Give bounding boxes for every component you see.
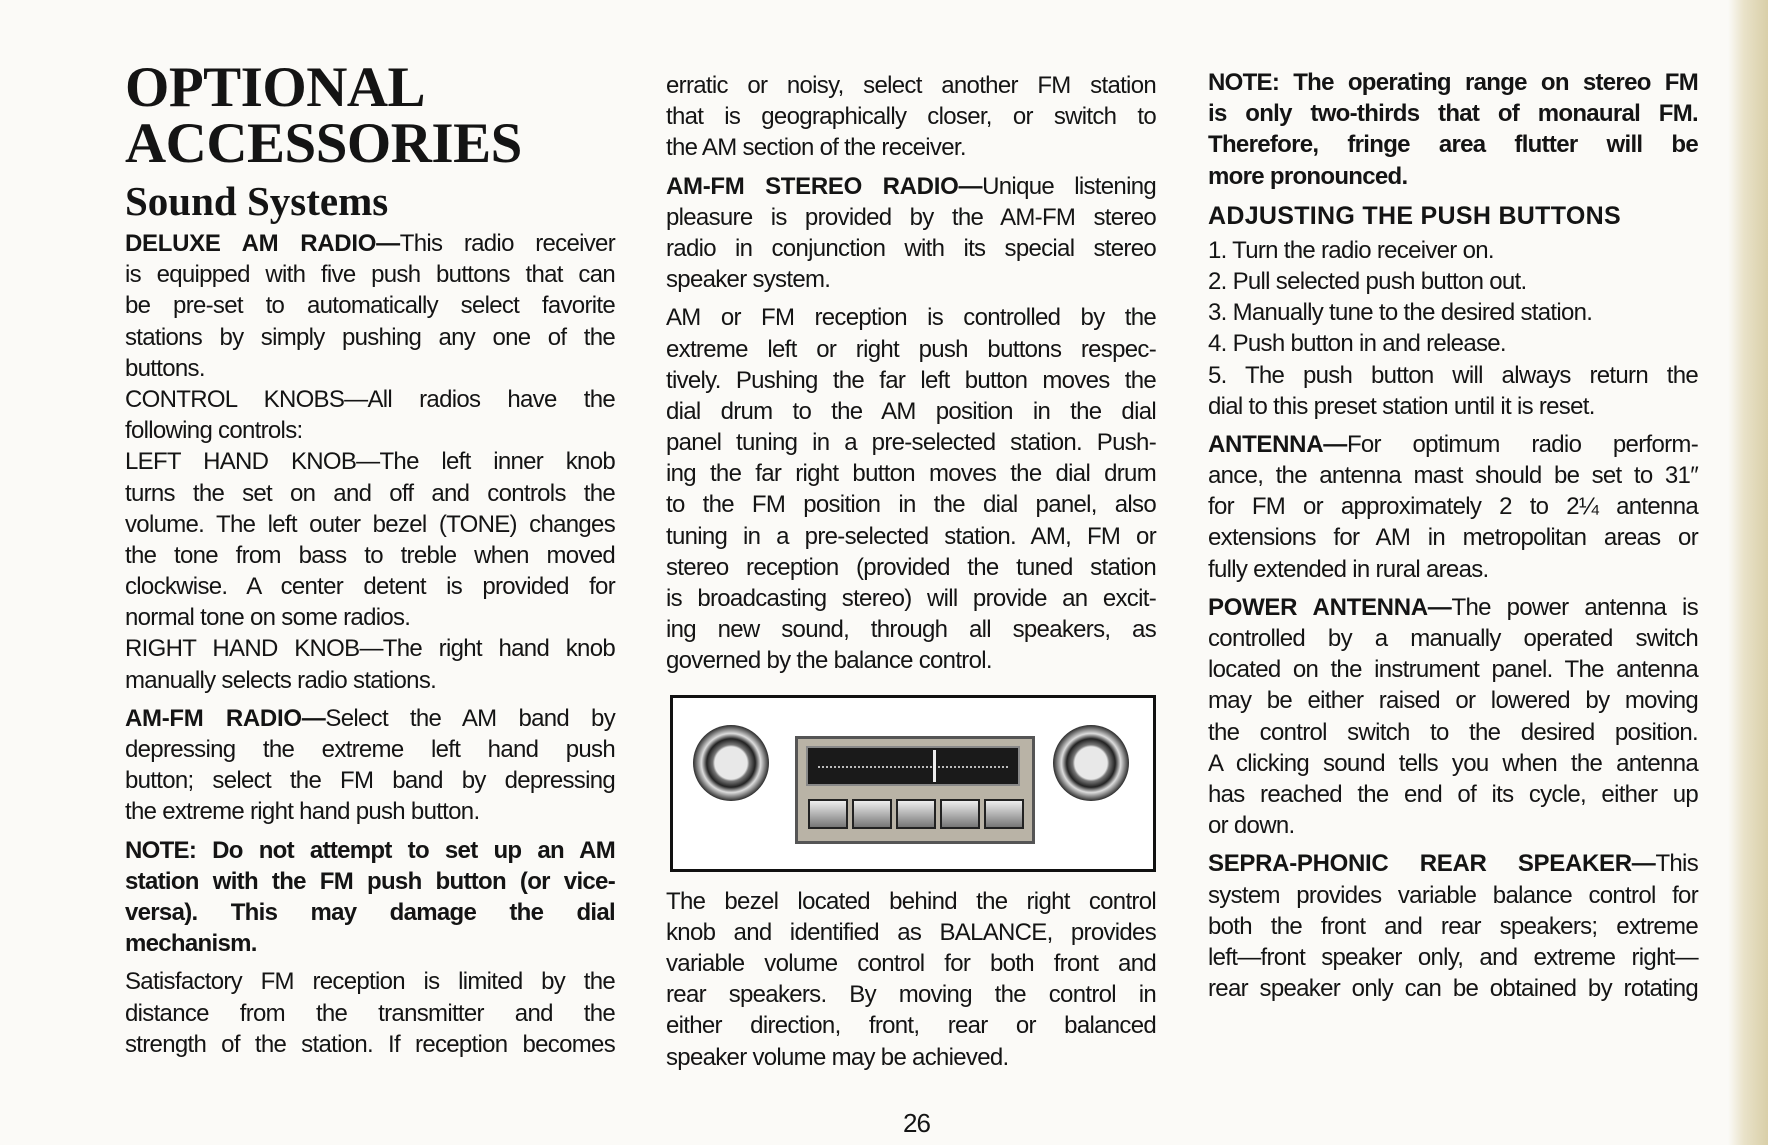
text-line: NOTE: The operating range on stereo FM (1208, 69, 1698, 96)
text-line: stereo reception (provided the tuned station (666, 553, 1156, 581)
text-line: the AM section of the receiver. (666, 134, 966, 162)
dial-window (806, 746, 1020, 786)
text-line: tuning in a pre-selected station. AM, FM or (666, 522, 1156, 550)
text-line: knob and identified as BALANCE, provides (666, 918, 1156, 946)
text-line: rear speaker only can be obtained by rotating (1208, 975, 1698, 1003)
text-line: the tone from bass to treble when moved (125, 541, 615, 569)
text-line: RIGHT HAND KNOB—The right hand knob (125, 635, 615, 663)
text-line: turns the set on and off and controls the (125, 479, 615, 507)
push-button (808, 799, 848, 829)
paragraph (125, 228, 615, 384)
paragraph-lead: AM-FM STEREO RADIO— (666, 172, 983, 200)
paragraph (1208, 360, 1698, 422)
paragraph (125, 633, 615, 695)
text-line: volume. The left outer bezel (TONE) changes (125, 510, 615, 538)
text-line: 1. Turn the radio receiver on. (1208, 236, 1494, 264)
text-line: pleasure is provided by the AM-FM stereo (666, 203, 1156, 231)
paragraph (1208, 266, 1698, 297)
paragraph (125, 703, 615, 828)
text-line: either direction, front, rear or balanced (666, 1012, 1156, 1040)
text-line: is equipped with five push buttons that can (125, 261, 615, 289)
stereo-note (1208, 67, 1698, 192)
text-line: be pre-set to automatically select favorite (125, 292, 615, 320)
text-line: controlled by a manually operated switch (1208, 625, 1698, 652)
paragraph (125, 446, 615, 633)
text-line: system provides variable balance control for (1208, 881, 1698, 909)
text-line: SEPRA-PHONIC REAR SPEAKER—This (1208, 850, 1698, 878)
text-line: speaker system. (666, 266, 831, 294)
paragraph (666, 886, 1156, 1073)
column-2-body-top (666, 70, 1156, 677)
text-line: variable volume control for both front and (666, 949, 1156, 977)
text-line: dial drum to the AM position in the dial (666, 397, 1156, 425)
paragraph-lead: SEPRA-PHONIC REAR SPEAKER— (1208, 850, 1656, 878)
text-line: rear speakers. By moving the control in (666, 981, 1156, 1009)
title-line: ACCESSORIES (125, 112, 522, 175)
page-gutter-shadow (1728, 0, 1768, 1145)
push-buttons-heading: ADJUSTING THE PUSH BUTTONS (1208, 201, 1621, 230)
text-line: depressing the extreme left hand push (125, 736, 615, 763)
text-line: dial to this preset station until it is reset. (1208, 392, 1595, 420)
paragraph (125, 384, 615, 446)
text-line: radio in conjunction with its special stereo (666, 234, 1156, 262)
paragraph-lead: AM-FM RADIO— (125, 704, 326, 732)
push-button (984, 799, 1024, 829)
text-line: left—front speaker only, and extreme right— (1208, 943, 1698, 971)
text-line: ing the far right button moves the dial drum (666, 460, 1156, 488)
text-line: that is geographically closer, or switch to (666, 103, 1156, 131)
text-line: 3. Manually tune to the desired station. (1208, 299, 1593, 327)
balance-knob (1053, 725, 1129, 801)
paragraph (1208, 235, 1698, 266)
paragraph (1208, 592, 1698, 842)
text-line: A clicking sound tells you when the antenna (1208, 749, 1698, 777)
paragraph (666, 171, 1156, 296)
text-line: manually selects radio stations. (125, 666, 437, 694)
push-button (896, 799, 936, 829)
text-line: button; select the FM band by depressing (125, 767, 615, 795)
title-line: OPTIONAL (125, 56, 426, 119)
text-line: 2. Pull selected push button out. (1208, 267, 1527, 295)
text-line: stations by simply pushing any one of the (125, 323, 615, 351)
text-line: more pronounced. (1208, 162, 1408, 190)
paragraph (666, 302, 1156, 676)
text-line: ANTENNA—For optimum radio perform- (1208, 430, 1698, 458)
text-line: POWER ANTENNA—The power antenna is (1208, 593, 1698, 621)
text-line: is only two-thirds that of monaural FM. (1208, 100, 1698, 128)
paragraph-lead: POWER ANTENNA— (1208, 593, 1452, 621)
column-2 (666, 70, 1156, 1080)
page-number: 26 (903, 1108, 930, 1138)
text-line: tively. Pushing the far left button moves the (666, 366, 1156, 394)
column-1-body (125, 228, 615, 1060)
text-line: 5. The push button will always return the (1208, 361, 1698, 389)
radio-dial-panel (795, 736, 1035, 844)
column-3 (1208, 67, 1698, 1011)
text-line: Therefore, fringe area flutter will be (1208, 131, 1698, 159)
text-line: speaker volume may be achieved. (666, 1043, 1009, 1071)
text-line: 4. Push button in and release. (1208, 330, 1506, 358)
text-line: fully extended in rural areas. (1208, 555, 1489, 583)
text-line: mechanism. (125, 930, 257, 958)
text-line: AM or FM reception is controlled by the (666, 304, 1156, 332)
text-line: or down. (1208, 812, 1295, 840)
tone-knob (693, 725, 769, 801)
text-line: The bezel located behind the right control (666, 887, 1156, 915)
text-line: CONTROL KNOBS—All radios have the (125, 385, 615, 413)
text-line: following controls: (125, 417, 303, 445)
text-line: extreme left or right push buttons respec- (666, 335, 1156, 363)
dial-needle (933, 750, 936, 782)
column-3-body (1208, 235, 1698, 1005)
paragraph (1208, 429, 1698, 585)
text-line: erratic or noisy, select another FM station (666, 72, 1156, 99)
text-line: may be either raised or lowered by moving (1208, 687, 1698, 715)
text-line: ing new sound, through all speakers, as (666, 616, 1156, 644)
column-1 (125, 56, 616, 1067)
paragraph (1208, 297, 1698, 328)
paragraph (125, 835, 615, 960)
text-line: Satisfactory FM reception is limited by the (125, 968, 615, 996)
text-line: both the front and rear speakers; extreme (1208, 912, 1698, 940)
text-line: versa). This may damage the dial (125, 898, 615, 926)
push-button (852, 799, 892, 829)
text-line: located on the instrument panel. The antenna (1208, 656, 1698, 684)
text-line: the control switch to the desired position. (1208, 718, 1698, 746)
column-2-body-bottom (666, 886, 1156, 1073)
radio-illustration (670, 695, 1156, 872)
text-line: buttons. (125, 354, 205, 382)
text-line: is broadcasting stereo) will provide an excit- (666, 585, 1156, 612)
text-line: strength of the station. If reception becomes (125, 1030, 615, 1058)
text-line: AM-FM STEREO RADIO—Unique listening (666, 172, 1156, 200)
text-line: NOTE: Do not attempt to set up an AM (125, 836, 615, 864)
page-title (125, 56, 615, 175)
text-line: the extreme right hand push button. (125, 798, 480, 826)
text-line: ance, the antenna mast should be set to 31″ (1208, 462, 1698, 490)
paragraph-lead: ANTENNA— (1208, 430, 1347, 458)
text-line: has reached the end of its cycle, either up (1208, 780, 1698, 808)
text-line: DELUXE AM RADIO—This radio receiver (125, 230, 616, 257)
paragraph (1208, 328, 1698, 359)
text-line: clockwise. A center detent is provided for (125, 573, 615, 601)
text-line: governed by the balance control. (666, 647, 992, 675)
dial-scale (818, 766, 1008, 771)
text-line: extensions for AM in metropolitan areas or (1208, 524, 1698, 552)
push-button (940, 799, 980, 829)
paragraph (666, 70, 1156, 164)
paragraph (1208, 848, 1698, 1004)
paragraph (125, 966, 615, 1060)
section-title: Sound Systems (125, 178, 389, 224)
text-line: for FM or approximately 2 to 2¼ antenna (1208, 493, 1698, 521)
text-line: normal tone on some radios. (125, 604, 411, 632)
text-line: AM-FM RADIO—Select the AM band by (125, 704, 615, 732)
text-line: distance from the transmitter and the (125, 999, 615, 1027)
text-line: station with the FM push button (or vice- (125, 867, 615, 895)
text-line: panel tuning in a pre-selected station. Push- (666, 429, 1156, 457)
text-line: to the FM position in the dial panel, also (666, 491, 1156, 519)
paragraph-lead: DELUXE AM RADIO— (125, 230, 400, 257)
text-line: LEFT HAND KNOB—The left inner knob (125, 448, 615, 476)
paragraph (1208, 67, 1698, 192)
